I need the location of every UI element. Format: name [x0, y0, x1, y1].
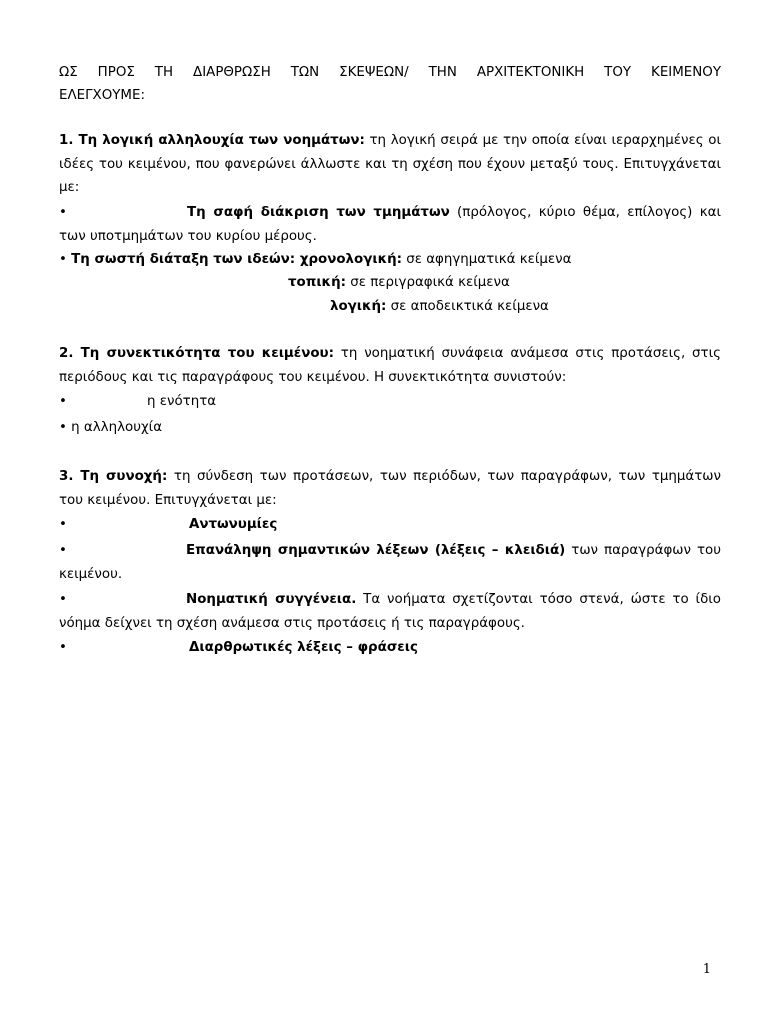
section-2-bullet-2-text: η αλληλουχία	[71, 420, 163, 435]
section-2-paragraph	[59, 342, 721, 389]
section-1-sub-1	[288, 271, 718, 295]
heading-line-1: ΩΣ ΠΡΟΣ ΤΗ ΔΙΑΡΘΡΩΣΗ ΤΩΝ ΣΚΕΨΕΩΝ/ ΤΗΝ ΑΡΧΙΤΕΚΤΟΝΙΚΗ ΤΟΥ ΚΕΙΜΕΝΟΥ	[59, 65, 721, 80]
section-1-title: 1. Τη λογική αλληλουχία των νοημάτων:	[59, 133, 365, 148]
section-1-text: τη λογική σειρά με την οποία είναι ιεραρχημένες οι ιδέες του κειμένου, που φανερώνει άλλωστε και τη σχέση που έχουν μεταξύ τους. Επιτυγχάνεται με:	[59, 133, 721, 195]
bullet-icon: •	[59, 543, 67, 558]
section-3-title: 3. Τη συνοχή:	[59, 469, 168, 484]
section-3-bullet-4-bold: Διαρθρωτικές λέξεις – φράσεις	[189, 640, 418, 655]
section-1-sub-2	[330, 295, 720, 319]
bullet-icon: •	[59, 517, 67, 532]
page-number: 1	[702, 962, 711, 977]
bullet-icon: •	[59, 640, 67, 655]
sub-1-text: σε περιγραφικά κείμενα	[345, 275, 510, 290]
bullet-icon: •	[59, 252, 67, 267]
sub-1-bold: τοπική:	[288, 275, 346, 290]
section-3-bullet-2-text: των παραγράφων του κειμένου.	[59, 543, 721, 582]
section-1-bullet-2	[59, 248, 721, 272]
section-2-bullet-2	[59, 416, 721, 440]
section-3-bullet-2-bold: Επανάληψη σημαντικών λέξεων (λέξεις – κλειδιά)	[186, 543, 566, 558]
section-1-paragraph	[59, 129, 721, 200]
bullet-icon: •	[59, 420, 67, 435]
section-3-bullet-2	[59, 539, 721, 586]
section-3-bullet-1	[59, 513, 721, 537]
section-3-bullet-1-bold: Αντωνυμίες	[189, 517, 278, 532]
bullet-1-text: (πρόλογος, κύριο θέμα, επίλογος) και των υποτμημάτων του κυρίου μέρους.	[59, 205, 721, 244]
section-3-bullet-3-text: Τα νοήματα σχετίζονται τόσο στενά, ώστε το ίδιο νόημα δείχνει τη σχέση ανάμεσα στις προτάσεις ή τις παραγράφους.	[59, 592, 721, 631]
section-2-text: τη νοηματική συνάφεια ανάμεσα στις προτάσεις, στις περιόδους και τις παραγράφους του κειμένου. Η συνεκτικότητα συνιστούν:	[59, 346, 721, 385]
section-3-bullet-3-bold: Νοηματική συγγένεια.	[186, 592, 357, 607]
section-3-text: τη σύνδεση των προτάσεων, των περιόδων, των παραγράφων, των τμημάτων του κειμένου. Επιτυγχάνεται με:	[59, 469, 722, 508]
sub-2-bold: λογική:	[330, 299, 387, 314]
bullet-1-bold: Τη σαφή διάκριση των τμημάτων	[187, 205, 450, 220]
section-3-paragraph	[59, 465, 721, 512]
section-1-bullet-1	[59, 201, 721, 248]
section-2-bullet-1-text: η ενότητα	[147, 394, 217, 409]
section-2-bullet-1	[59, 390, 721, 414]
section-2-title: 2. Τη συνεκτικότητα του κειμένου:	[59, 346, 334, 361]
sub-2-text: σε αποδεικτικά κείμενα	[386, 299, 549, 314]
bullet-2-bold: Τη σωστή διάταξη των ιδεών: χρονολογική:	[71, 252, 402, 267]
section-3-bullet-4	[59, 636, 721, 660]
bullet-icon: •	[59, 592, 67, 607]
heading-line-2: ΕΛΕΓΧΟΥΜΕ:	[59, 88, 145, 103]
section-3-bullet-3	[59, 588, 721, 635]
bullet-icon: •	[59, 394, 67, 409]
bullet-icon: •	[59, 205, 67, 220]
bullet-2-text: σε αφηγηματικά κείμενα	[401, 252, 572, 267]
